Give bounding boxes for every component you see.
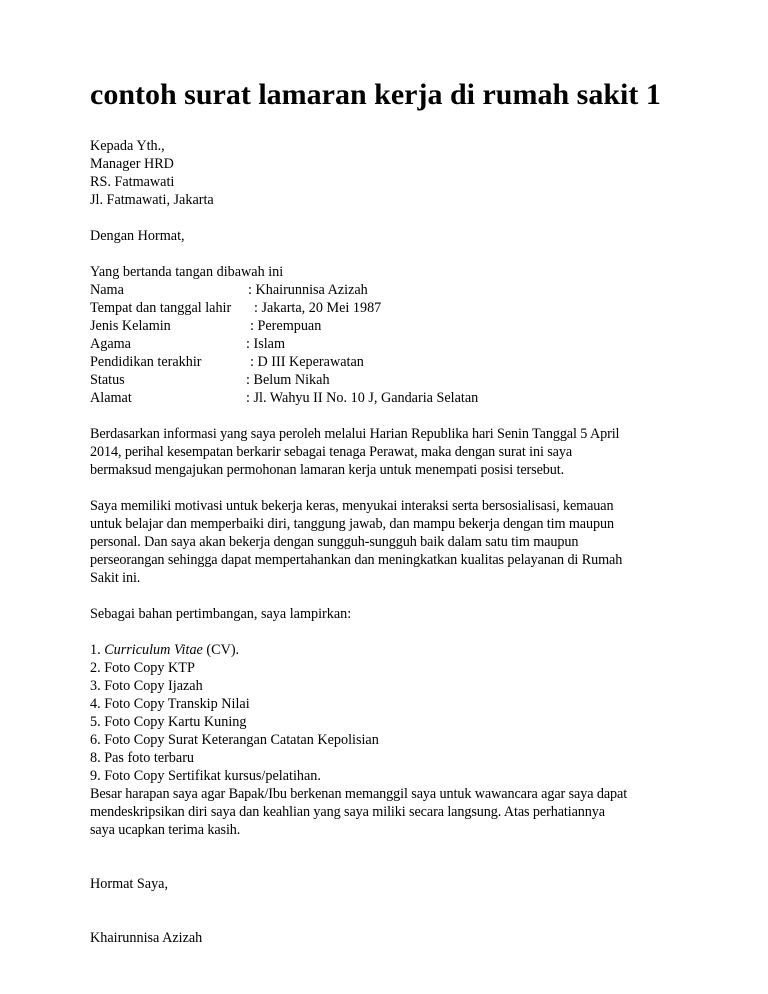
sign-off: Hormat Saya, [90,876,169,892]
field-row [90,299,690,317]
field-label: Tempat dan tanggal lahir [90,300,232,316]
paragraph-line: Besar harapan saya agar Bapak/Ibu berkenan memanggil saya untuk wawancara agar saya dapat [90,786,628,802]
paragraph-line: Berdasarkan informasi yang saya peroleh melalui Harian Republika hari Senin Tanggal 5 April [90,426,620,442]
recipient-line: Kepada Yth., [90,138,165,154]
field-label: Status [90,372,125,388]
paragraph-line: personal. Dan saya akan bekerja dengan sungguh-sungguh baik dalam satu tim maupun [90,534,579,550]
list-item: 4. Foto Copy Transkip Nilai [90,696,250,712]
paragraph-line: untuk belajar dan memperbaiki diri, tanggung jawab, dan mampu bekerja dengan tim maupun [90,516,614,532]
field-row [90,335,690,353]
intro-line: Yang bertanda tangan dibawah ini [90,264,284,280]
field-label: Jenis Kelamin [90,318,171,334]
paragraph-application [90,425,690,479]
field-value: : Belum Nikah [246,372,330,388]
field-row [90,389,690,407]
cv-term: Curriculum Vitae [104,642,203,658]
cv-suffix: (CV). [206,642,240,658]
attachments-list [90,641,690,785]
paragraph-line: perseorangan sehingga dapat mempertahankan dan meningkatkan kualitas pelayanan di Rumah [90,552,623,568]
list-item: 9. Foto Copy Sertifikat kursus/pelatihan. [90,768,321,784]
field-label: Agama [90,336,131,352]
list-item [90,641,690,659]
list-item: 3. Foto Copy Ijazah [90,678,203,694]
field-value: : Khairunnisa Azizah [248,282,368,298]
list-item: 2. Foto Copy KTP [90,660,195,676]
list-item: 5. Foto Copy Kartu Kuning [90,714,247,730]
paragraph-line: 2014, perihal kesempatan berkarir sebagai tenaga Perawat, maka dengan surat ini saya [90,444,573,460]
list-item: 8. Pas foto terbaru [90,750,195,766]
list-item: 6. Foto Copy Surat Keterangan Catatan Kepolisian [90,732,379,748]
field-row [90,371,690,389]
field-value: : Islam [246,336,286,352]
field-label: Alamat [90,390,132,406]
paragraph-line: mendeskripsikan diri saya dan keahlian yang saya miliki secara langsung. Atas perhatiannya [90,804,605,820]
field-row [90,317,690,335]
field-value: : Jakarta, 20 Mei 1987 [254,300,382,316]
paragraph-motivation [90,497,690,587]
paragraph-line: Saya memiliki motivasi untuk bekerja keras, menyukai interaksi serta bersosialisasi, kemauan [90,498,614,514]
field-value: : Perempuan [250,318,322,334]
paragraph-line: saya ucapkan terima kasih. [90,822,241,838]
attachments-intro: Sebagai bahan pertimbangan, saya lampirkan: [90,606,352,622]
recipient-line: Jl. Fatmawati, Jakarta [90,192,214,208]
field-value: : D III Keperawatan [250,354,364,370]
field-row [90,353,690,371]
signature-name: Khairunnisa Azizah [90,930,203,946]
recipient-line: Manager HRD [90,156,174,172]
field-label: Nama [90,282,124,298]
letter-body [90,137,690,947]
recipient-block [90,137,690,209]
field-label: Pendidikan terakhir [90,354,202,370]
applicant-details [90,281,690,407]
paragraph-line: Sakit ini. [90,570,141,586]
field-row [90,281,690,299]
greeting: Dengan Hormat, [90,228,185,244]
recipient-line: RS. Fatmawati [90,174,175,190]
page-title: contoh surat lamaran kerja di rumah sakit 1 [90,78,661,111]
paragraph-line: bermaksud mengajukan permohonan lamaran kerja untuk menempati posisi tersebut. [90,462,565,478]
list-number: 1. [90,642,101,658]
field-value: : Jl. Wahyu II No. 10 J, Gandaria Selatan [246,390,479,406]
paragraph-closing [90,785,690,839]
